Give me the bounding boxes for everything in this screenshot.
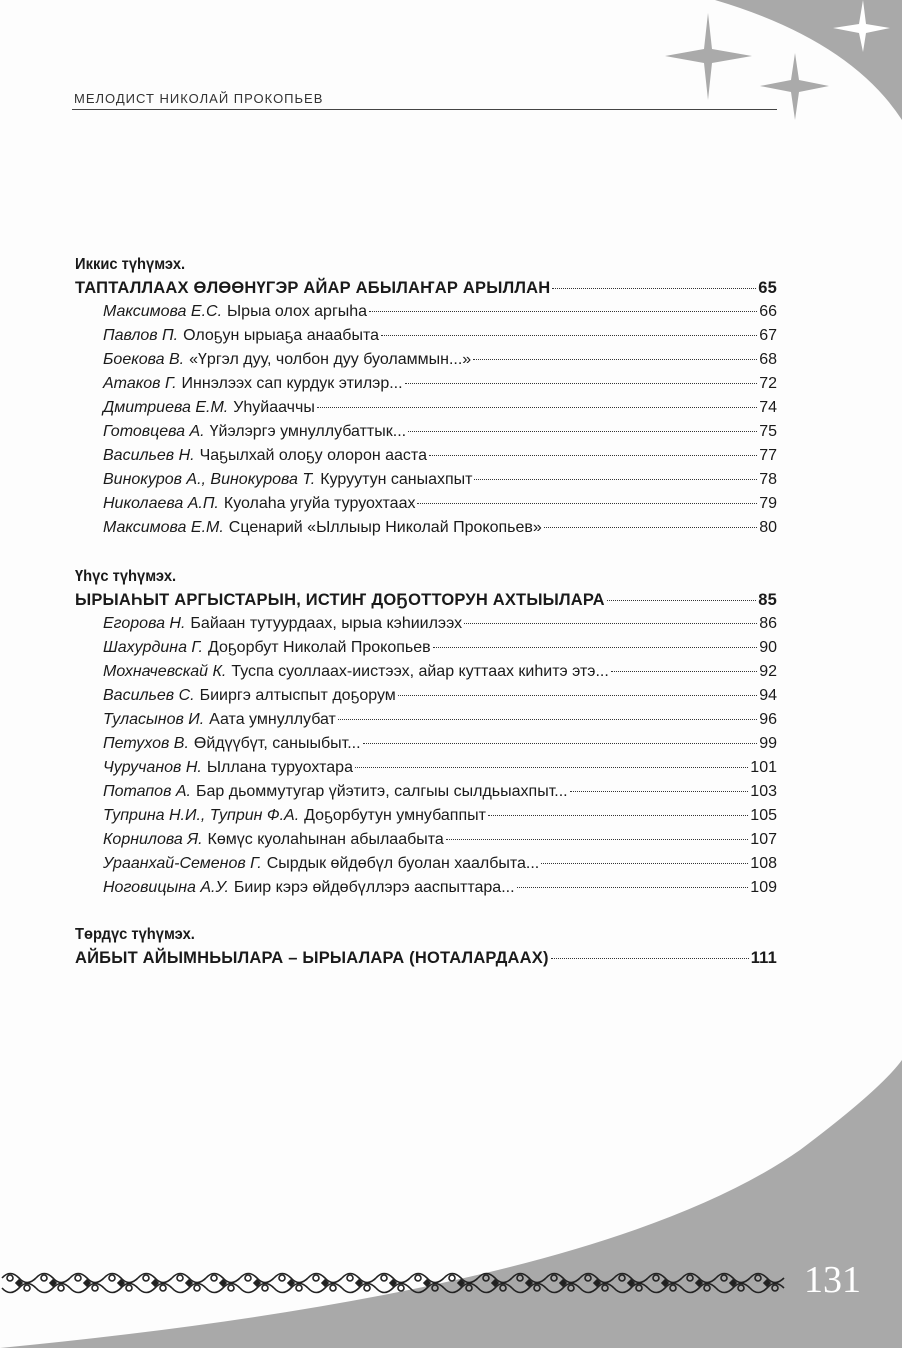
entry-title: Бар дьоммутугар үйэтитэ, салгыы сылдьыахпыт... — [195, 783, 568, 800]
toc-entry[interactable] — [75, 372, 777, 396]
toc-section-3 — [75, 566, 777, 900]
section-label: Иккис түһүмэх. — [75, 256, 186, 273]
entry-author: Туласынов И. — [103, 711, 205, 728]
dot-leader — [541, 863, 748, 864]
entry-title: Ырыа олох аргыһа — [227, 303, 368, 320]
dot-leader — [488, 815, 748, 816]
entry-page: 94 — [759, 687, 777, 704]
entry-author: Петухов В. — [103, 735, 189, 752]
bottom-corner-swoosh — [0, 1060, 902, 1348]
header-rule — [72, 109, 777, 110]
toc-entry[interactable] — [75, 468, 777, 492]
entry-author: Васильев Н. — [103, 447, 195, 464]
entry-title: Көмүс куолаһынан абылаабыта — [207, 831, 444, 848]
dot-leader — [429, 455, 757, 456]
entry-title: Туспа суоллаах-иистээх, айар куттаах киһитэ этэ... — [231, 663, 609, 680]
entry-author: Мохначевскай К. — [103, 663, 227, 680]
section-page: 85 — [758, 591, 777, 609]
entry-page: 103 — [750, 783, 777, 800]
entry-author: Павлов П. — [103, 327, 179, 344]
toc-entry[interactable] — [75, 636, 777, 660]
entry-author: Потапов А. — [103, 783, 191, 800]
entry-author: Ноговицына А.У. — [103, 879, 229, 896]
running-header: МЕЛОДИСТ НИКОЛАЙ ПРОКОПЬЕВ — [74, 91, 324, 106]
entry-author: Винокуров А., Винокурова Т. — [103, 471, 316, 488]
dot-leader — [363, 743, 758, 744]
dot-leader — [381, 335, 757, 336]
toc-section-2 — [75, 254, 777, 540]
entry-page: 78 — [759, 471, 777, 488]
toc-entry[interactable] — [75, 756, 777, 780]
toc-entry[interactable] — [75, 300, 777, 324]
toc-entry[interactable] — [75, 396, 777, 420]
entry-title: Иннэлээх сап курдук этилэр... — [181, 375, 403, 392]
entry-title: Куолаһа угуйа туруохтаах — [223, 495, 416, 512]
dot-leader — [474, 479, 757, 480]
dot-leader — [417, 503, 757, 504]
star-icon — [665, 13, 752, 100]
entry-author: Максимова Е.М. — [103, 519, 224, 536]
entry-page: 77 — [759, 447, 777, 464]
entry-page: 67 — [759, 327, 777, 344]
entry-title: Куруутун саныахпыт — [320, 471, 473, 488]
dot-leader — [338, 719, 757, 720]
entry-title: Сырдык өйдөбүл буолан хаалбыта... — [266, 855, 540, 872]
dot-leader — [570, 791, 749, 792]
entry-title: Доҕорбут Николай Прокопьев — [207, 639, 431, 656]
section-label: Үһүс түһүмэх. — [75, 568, 177, 585]
entry-page: 99 — [759, 735, 777, 752]
entry-page: 101 — [750, 759, 777, 776]
entry-author: Шахурдина Г. — [103, 639, 203, 656]
dot-leader — [369, 311, 757, 312]
toc-entry[interactable] — [75, 828, 777, 852]
entry-title: Өйдүүбүт, саныыбыт... — [193, 735, 361, 752]
dot-leader — [405, 383, 758, 384]
entry-page: 105 — [750, 807, 777, 824]
dot-leader — [433, 647, 758, 648]
entry-page: 75 — [759, 423, 777, 440]
dot-leader — [551, 958, 749, 959]
dot-leader — [552, 288, 756, 289]
dot-leader — [544, 527, 757, 528]
section-title-row[interactable] — [75, 946, 777, 970]
toc-entry[interactable] — [75, 804, 777, 828]
entry-page: 92 — [759, 663, 777, 680]
section-title: ЫРЫАҺЫТ АРГЫСТАРЫН, ИСТИҤ ДОҔОТТОРУН АХТЫЫЛАРА — [75, 591, 605, 609]
entry-title: Үйэлэргэ умнуллубаттык... — [209, 423, 407, 440]
dot-leader — [317, 407, 757, 408]
entry-author: Боекова В. — [103, 351, 185, 368]
entry-page: 79 — [759, 495, 777, 512]
section-label: Төрдүс түһүмэх. — [75, 926, 195, 943]
dot-leader — [398, 695, 757, 696]
entry-author: Егорова Н. — [103, 615, 186, 632]
entry-title: Биир кэрэ өйдөбүллэрэ ааспыттара... — [233, 879, 515, 896]
entry-title: Сценарий «Ыллыыр Николай Прокопьев» — [228, 519, 542, 536]
entry-page: 74 — [759, 399, 777, 416]
entry-page: 90 — [759, 639, 777, 656]
entry-author: Туприна Н.И., Туприн Ф.А. — [103, 807, 300, 824]
entry-title: Доҕорбутун умнубаппыт — [304, 807, 486, 824]
dot-leader — [464, 623, 757, 624]
toc-entry[interactable] — [75, 708, 777, 732]
entry-title: Байаан тутуурдаах, ырыа кэһиилээх — [190, 615, 463, 632]
toc-entry[interactable] — [75, 732, 777, 756]
toc-entry[interactable] — [75, 852, 777, 876]
toc-entry[interactable] — [75, 684, 777, 708]
toc-entry[interactable] — [75, 324, 777, 348]
entry-page: 108 — [750, 855, 777, 872]
entry-page: 96 — [759, 711, 777, 728]
dot-leader — [517, 887, 749, 888]
dot-leader — [607, 600, 756, 601]
toc-entry[interactable] — [75, 516, 777, 540]
entry-title: Олоҕун ырыаҕа анаабыта — [183, 327, 379, 344]
entry-page: 80 — [759, 519, 777, 536]
section-page: 111 — [750, 949, 777, 967]
entry-author: Готовцева А. — [103, 423, 205, 440]
entry-page: 86 — [759, 615, 777, 632]
entry-title: Ыллана туруохтара — [206, 759, 353, 776]
entry-author: Максимова Е.С. — [103, 303, 223, 320]
section-title-row[interactable] — [75, 588, 777, 612]
toc-entry[interactable] — [75, 492, 777, 516]
entry-author: Васильев С. — [103, 687, 195, 704]
toc-entry[interactable] — [75, 348, 777, 372]
entry-title: Чаҕылхай олоҕу олорон ааста — [199, 447, 427, 464]
entry-title: Уһуйааччы — [233, 399, 315, 416]
entry-author: Ураанхай-Семенов Г. — [103, 855, 262, 872]
toc-entry[interactable] — [75, 612, 777, 636]
entry-page: 66 — [759, 303, 777, 320]
dot-leader — [355, 767, 748, 768]
section-title: АЙБЫТ АЙЫМНЬЫЛАРА – ЫРЫАЛАРА (НОТАЛАРДААХ) — [75, 949, 549, 967]
section-title: ТАПТАЛЛААХ ӨЛӨӨНҮГЭР АЙАР АБЫЛАҤАР АРЫЛЛАН — [75, 279, 551, 297]
toc-entry[interactable] — [75, 780, 777, 804]
entry-author: Чуручанов Н. — [103, 759, 202, 776]
entry-author: Николаева А.П. — [103, 495, 219, 512]
entry-page: 68 — [759, 351, 777, 368]
entry-title: Бииргэ алтыспыт доҕорум — [199, 687, 396, 704]
entry-page: 72 — [759, 375, 777, 392]
entry-author: Дмитриева Е.М. — [103, 399, 229, 416]
page-number: 131 — [804, 1259, 861, 1301]
entry-page: 109 — [750, 879, 777, 896]
top-corner-swoosh — [715, 0, 902, 120]
entry-title: «Үргэл дуу, чолбон дуу буоламмын...» — [189, 351, 472, 368]
entry-page: 107 — [750, 831, 777, 848]
toc-entry[interactable] — [75, 420, 777, 444]
entry-title: Аата умнуллубат — [209, 711, 336, 728]
section-title-row[interactable] — [75, 276, 777, 300]
dot-leader — [611, 671, 757, 672]
entry-author: Корнилова Я. — [103, 831, 203, 848]
section-page: 65 — [758, 279, 777, 297]
toc-entry[interactable] — [75, 876, 777, 900]
dot-leader — [473, 359, 757, 360]
toc-section-4 — [75, 924, 777, 970]
dot-leader — [446, 839, 749, 840]
dot-leader — [408, 431, 757, 432]
toc-entry[interactable] — [75, 444, 777, 468]
entry-author: Атаков Г. — [103, 375, 177, 392]
toc-entry[interactable] — [75, 660, 777, 684]
